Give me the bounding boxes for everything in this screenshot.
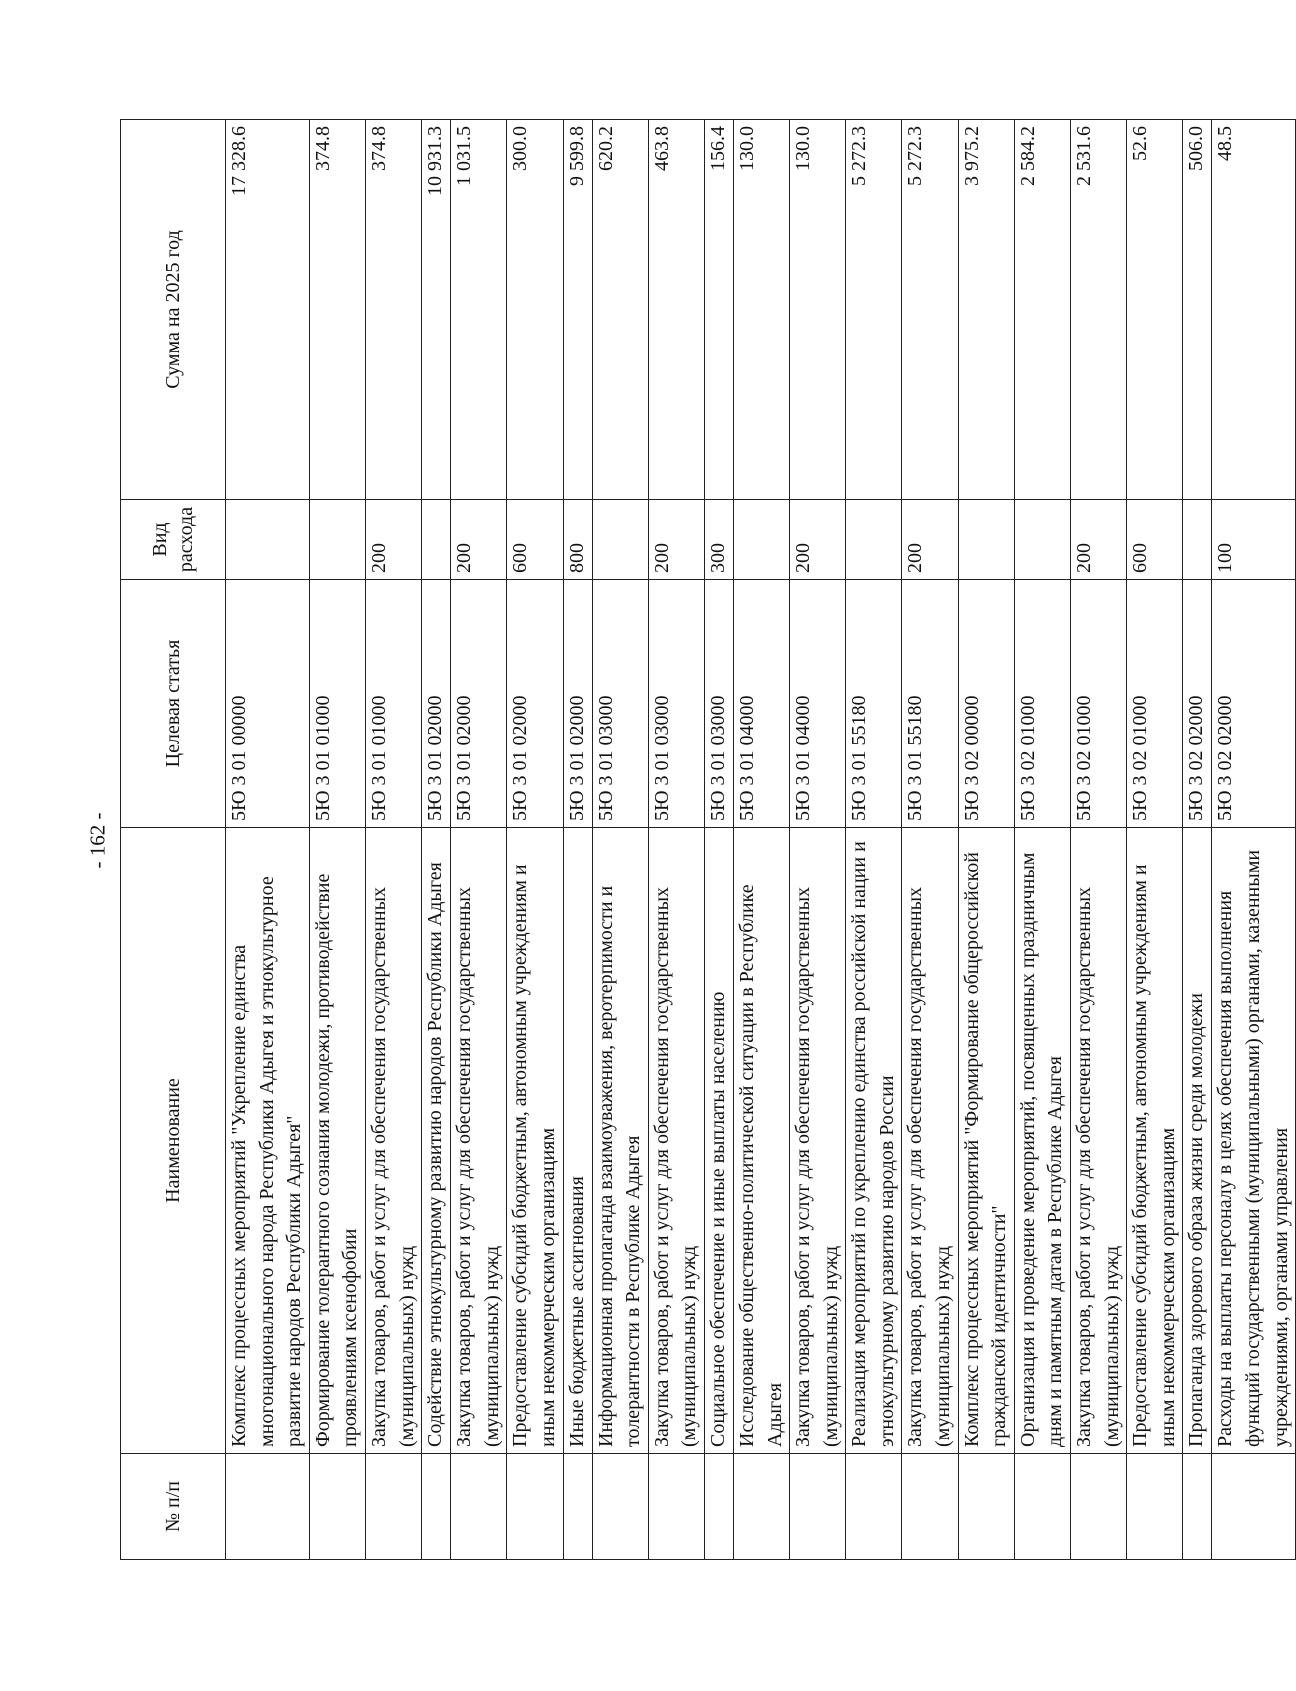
cell-type: 200 <box>790 500 846 580</box>
cell-sum: 2 584.2 <box>1014 120 1070 500</box>
cell-article: 5Ю 3 01 01000 <box>309 580 365 828</box>
table-row <box>733 120 789 1560</box>
table-row <box>902 120 958 1560</box>
cell-name: Реализация мероприятий по укреплению единства российской нации и этнокультурному развитию народов России <box>846 828 902 1454</box>
table-row <box>563 120 592 1560</box>
cell-name: Закупка товаров, работ и услуг для обеспечения государственных (муниципальных) нужд <box>902 828 958 1454</box>
table-row <box>704 120 733 1560</box>
table-row <box>648 120 704 1560</box>
cell-type <box>1014 500 1070 580</box>
table-row <box>1127 120 1183 1560</box>
header-sum: Сумма на 2025 год <box>121 120 226 500</box>
header-article: Целевая статья <box>121 580 226 828</box>
cell-sum: 9 599.8 <box>563 120 592 500</box>
table-row <box>451 120 507 1560</box>
cell-type: 800 <box>563 500 592 580</box>
cell-type: 200 <box>648 500 704 580</box>
cell-sum: 17 328.6 <box>226 120 310 500</box>
cell-sum: 130.0 <box>790 120 846 500</box>
cell-sum: 156.4 <box>704 120 733 500</box>
cell-name: Расходы на выплаты персоналу в целях обеспечения выполнения функций государственными (муниципальными) органами, казенными учреждениями, органами управления <box>1212 828 1296 1454</box>
cell-name: Содействие этнокультурному развитию народов Республики Адыгея <box>422 828 451 1454</box>
cell-sum: 374.8 <box>309 120 365 500</box>
header-name: Наименование <box>121 828 226 1454</box>
cell-num <box>1212 1454 1296 1560</box>
cell-sum: 300.0 <box>507 120 563 500</box>
cell-name: Иные бюджетные ассигнования <box>563 828 592 1454</box>
cell-num <box>648 1454 704 1560</box>
cell-name: Закупка товаров, работ и услуг для обеспечения государственных (муниципальных) нужд <box>365 828 421 1454</box>
cell-article: 5Ю 3 01 02000 <box>507 580 563 828</box>
table-row <box>422 120 451 1560</box>
table-row <box>790 120 846 1560</box>
cell-num <box>365 1454 421 1560</box>
cell-num <box>226 1454 310 1560</box>
cell-name: Социальное обеспечение и иные выплаты населению <box>704 828 733 1454</box>
cell-article: 5Ю 3 02 02000 <box>1183 580 1212 828</box>
cell-sum: 52.6 <box>1127 120 1183 500</box>
cell-num <box>733 1454 789 1560</box>
cell-name: Закупка товаров, работ и услуг для обеспечения государственных (муниципальных) нужд <box>451 828 507 1454</box>
cell-article: 5Ю 3 01 04000 <box>733 580 789 828</box>
cell-name: Комплекс процессных мероприятий "Укрепление единства многонационального народа Республики Адыгея и этнокультурное развитие народов Республики Адыгея" <box>226 828 310 1454</box>
cell-type: 300 <box>704 500 733 580</box>
cell-num <box>790 1454 846 1560</box>
cell-type <box>958 500 1014 580</box>
cell-type <box>309 500 365 580</box>
cell-article: 5Ю 3 02 02000 <box>1212 580 1296 828</box>
cell-type: 600 <box>507 500 563 580</box>
cell-num <box>1127 1454 1183 1560</box>
cell-type <box>1183 500 1212 580</box>
cell-sum: 1 031.5 <box>451 120 507 500</box>
cell-name: Предоставление субсидий бюджетным, автономным учреждениям и иным некоммерческим организациям <box>507 828 563 1454</box>
header-type: Вид расхода <box>121 500 226 580</box>
cell-sum: 620.2 <box>592 120 648 500</box>
cell-sum: 3 975.2 <box>958 120 1014 500</box>
table-row <box>1071 120 1127 1560</box>
cell-type <box>422 500 451 580</box>
cell-type: 100 <box>1212 500 1296 580</box>
cell-type <box>733 500 789 580</box>
table-body <box>226 120 1296 1560</box>
cell-article: 5Ю 3 01 04000 <box>790 580 846 828</box>
cell-article: 5Ю 3 01 55180 <box>846 580 902 828</box>
budget-table <box>120 119 1296 1560</box>
cell-type: 200 <box>1071 500 1127 580</box>
table-row <box>1014 120 1070 1560</box>
cell-article: 5Ю 3 01 01000 <box>365 580 421 828</box>
cell-name: Закупка товаров, работ и услуг для обеспечения государственных (муниципальных) нужд <box>648 828 704 1454</box>
page-number: - 162 - <box>85 812 110 869</box>
table-row <box>958 120 1014 1560</box>
cell-num <box>902 1454 958 1560</box>
cell-num <box>507 1454 563 1560</box>
cell-type: 200 <box>365 500 421 580</box>
cell-num <box>1014 1454 1070 1560</box>
cell-name: Закупка товаров, работ и услуг для обеспечения государственных (муниципальных) нужд <box>790 828 846 1454</box>
cell-num <box>1183 1454 1212 1560</box>
rotated-page-content <box>120 120 1292 1560</box>
table-row <box>592 120 648 1560</box>
cell-sum: 463.8 <box>648 120 704 500</box>
cell-article: 5Ю 3 01 03000 <box>704 580 733 828</box>
cell-article: 5Ю 3 01 03000 <box>592 580 648 828</box>
cell-num <box>592 1454 648 1560</box>
cell-article: 5Ю 3 01 02000 <box>563 580 592 828</box>
cell-sum: 10 931.3 <box>422 120 451 500</box>
cell-name: Формирование толерантного сознания молодежи, противодействие проявлениям ксенофобии <box>309 828 365 1454</box>
cell-type: 200 <box>451 500 507 580</box>
cell-num <box>309 1454 365 1560</box>
cell-sum: 48.5 <box>1212 120 1296 500</box>
cell-article: 5Ю 3 02 00000 <box>958 580 1014 828</box>
cell-sum: 5 272.3 <box>902 120 958 500</box>
table-row <box>1183 120 1212 1560</box>
cell-article: 5Ю 3 02 01000 <box>1127 580 1183 828</box>
cell-article: 5Ю 3 01 02000 <box>451 580 507 828</box>
table-row <box>1212 120 1296 1560</box>
cell-num <box>958 1454 1014 1560</box>
cell-num <box>1071 1454 1127 1560</box>
cell-type: 200 <box>902 500 958 580</box>
table-row <box>507 120 563 1560</box>
cell-name: Информационная пропаганда взаимоуважения, веротерпимости и толерантности в Республике Адыгея <box>592 828 648 1454</box>
table-row <box>226 120 310 1560</box>
cell-name: Исследование общественно-политической ситуации в Республике Адыгея <box>733 828 789 1454</box>
table-header-row <box>121 120 226 1560</box>
cell-sum: 5 272.3 <box>846 120 902 500</box>
cell-num <box>846 1454 902 1560</box>
cell-article: 5Ю 3 01 55180 <box>902 580 958 828</box>
cell-name: Пропаганда здорового образа жизни среди молодежи <box>1183 828 1212 1454</box>
cell-type <box>226 500 310 580</box>
cell-type: 600 <box>1127 500 1183 580</box>
cell-article: 5Ю 3 02 01000 <box>1014 580 1070 828</box>
cell-article: 5Ю 3 02 01000 <box>1071 580 1127 828</box>
cell-num <box>451 1454 507 1560</box>
cell-num <box>422 1454 451 1560</box>
cell-type <box>846 500 902 580</box>
header-num: № п/п <box>121 1454 226 1560</box>
cell-article: 5Ю 3 01 03000 <box>648 580 704 828</box>
cell-name: Комплекс процессных мероприятий "Формирование общероссийской гражданской идентичности" <box>958 828 1014 1454</box>
cell-name: Предоставление субсидий бюджетным, автономным учреждениям и иным некоммерческим организациям <box>1127 828 1183 1454</box>
cell-sum: 506.0 <box>1183 120 1212 500</box>
cell-num <box>704 1454 733 1560</box>
cell-name: Закупка товаров, работ и услуг для обеспечения государственных (муниципальных) нужд <box>1071 828 1127 1454</box>
cell-article: 5Ю 3 01 02000 <box>422 580 451 828</box>
cell-num <box>563 1454 592 1560</box>
cell-name: Организация и проведение мероприятий, посвященных праздничным дням и памятным датам в Республике Адыгея <box>1014 828 1070 1454</box>
cell-sum: 130.0 <box>733 120 789 500</box>
cell-type <box>592 500 648 580</box>
table-row <box>309 120 365 1560</box>
cell-sum: 374.8 <box>365 120 421 500</box>
cell-sum: 2 531.6 <box>1071 120 1127 500</box>
table-row <box>846 120 902 1560</box>
table-row <box>365 120 421 1560</box>
cell-article: 5Ю 3 01 00000 <box>226 580 310 828</box>
